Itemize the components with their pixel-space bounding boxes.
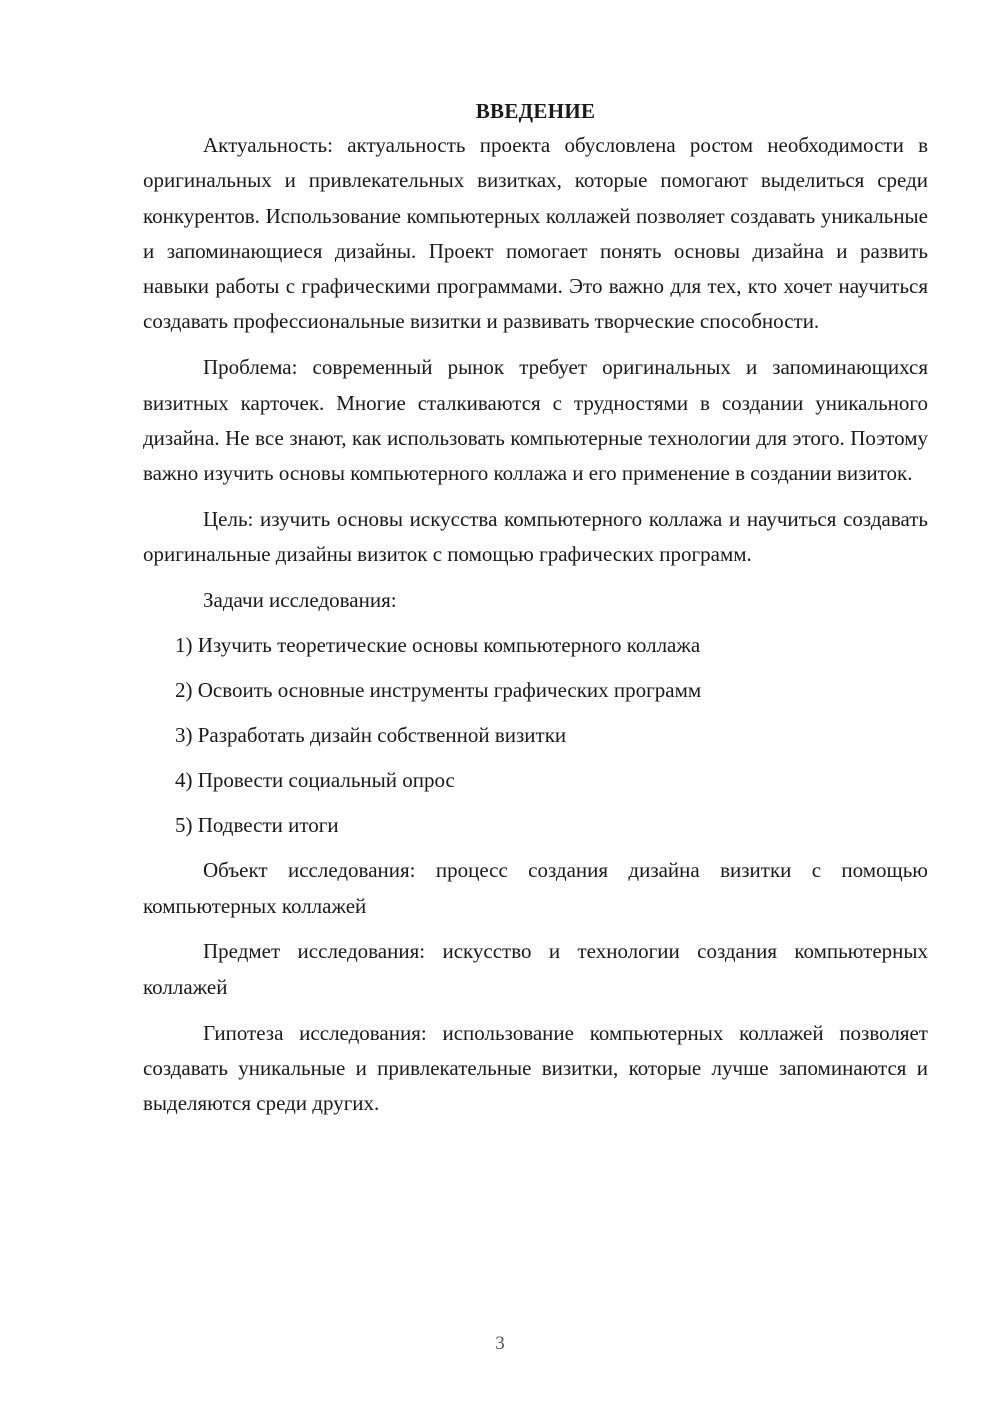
tasks-heading: Задачи исследования:: [203, 588, 397, 613]
page-number: 3: [495, 1333, 505, 1354]
paragraph-hypothesis: Гипотеза исследования: использование компьютерных коллажей позволяет создавать уникальные и привлекательные визитки, которые лучше запоминаются и выделяются среди других.: [143, 1020, 928, 1116]
task-item-5: 5) Подвести итоги: [175, 813, 339, 838]
paragraph-problem: Проблема: современный рынок требует оригинальных и запоминающихся визитных карточек. Многие сталкиваются с трудностями в создании уникального дизайна. Не все знают, как использовать компьютерные технологии для этого. Поэтому важно изучить основы компьютерного коллажа и его применение в создании визиток.: [143, 355, 928, 486]
paragraph-relevance: Актуальность: актуальность проекта обусловлена ростом необходимости в оригинальных и привлекательных визитках, которые помогают выделиться среди конкурентов. Использование компьютерных коллажей позволяет создавать уникальные и запоминающиеся дизайны. Проект помогает понять основы дизайна и развить навыки работы с графическими программами. Это важно для тех, кто хочет научиться создавать профессиональные визитки и развивать творческие способности.: [143, 133, 928, 334]
task-list: [143, 628, 928, 843]
task-item-4: 4) Провести социальный опрос: [175, 768, 455, 793]
paragraph-object: Объект исследования: процесс создания дизайна визитки с помощью компьютерных коллажей: [143, 858, 928, 918]
page-title: ВВЕДЕНИЕ: [475, 99, 596, 123]
task-item-3: 3) Разработать дизайн собственной визитки: [175, 723, 567, 748]
document-page: [143, 94, 928, 1121]
paragraph-goal: Цель: изучить основы искусства компьютерного коллажа и научиться создавать оригинальные дизайны визиток с помощью графических программ.: [143, 506, 928, 567]
task-item-1: 1) Изучить теоретические основы компьютерного коллажа: [175, 633, 701, 658]
paragraph-subject: Предмет исследования: искусство и технологии создания компьютерных коллажей: [143, 939, 928, 999]
task-item-2: 2) Освоить основные инструменты графических программ: [175, 678, 702, 703]
